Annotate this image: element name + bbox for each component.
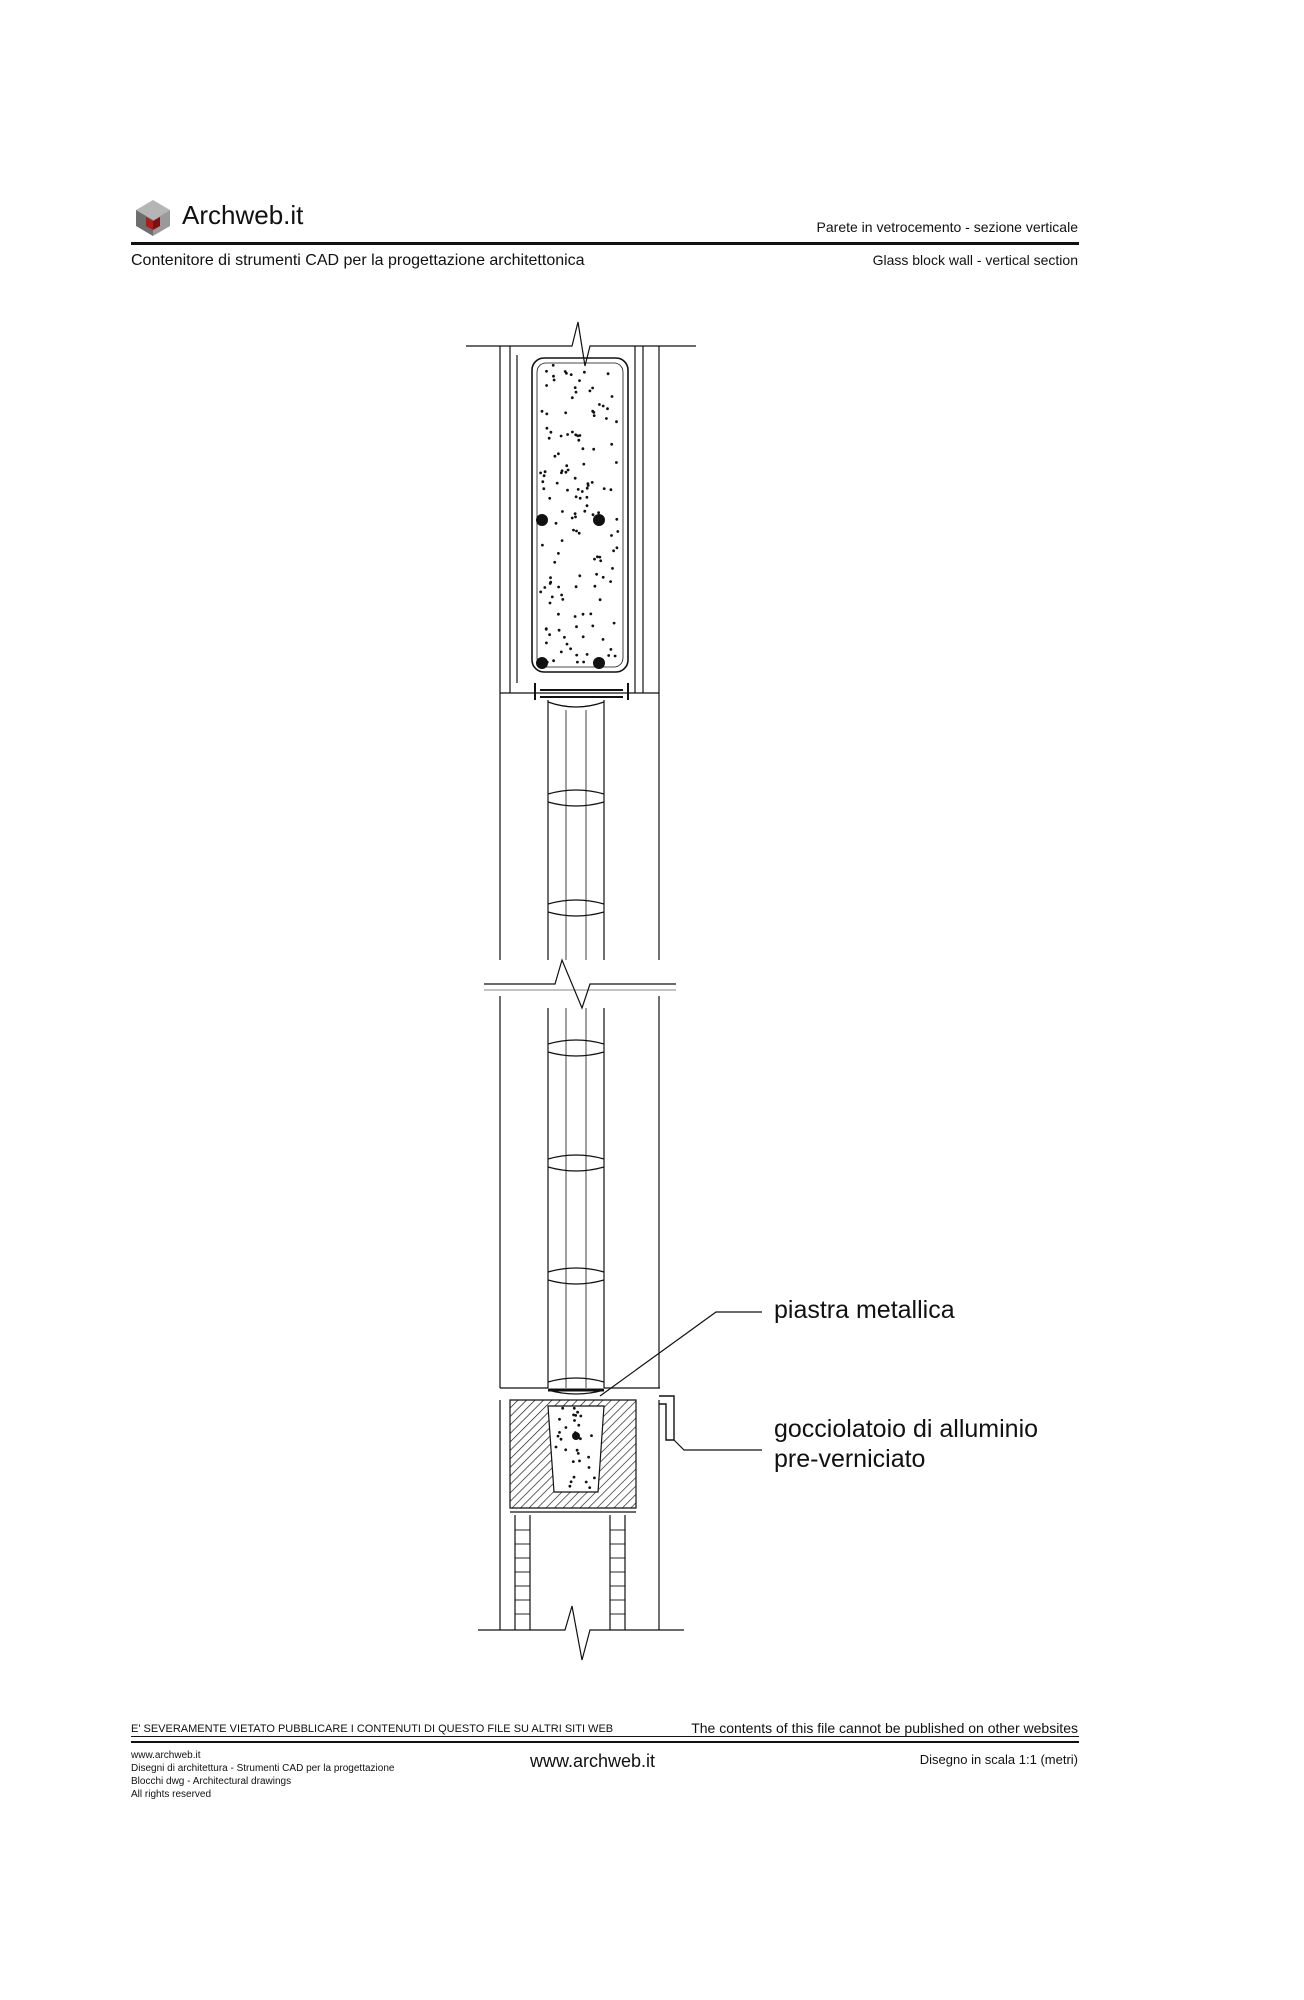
aggregate-dot (558, 1431, 561, 1434)
aggregate-dot (610, 443, 613, 446)
concrete-lintel (532, 358, 628, 672)
aggregate-dot (579, 497, 582, 500)
aggregate-dot (552, 659, 555, 662)
glass-block-joint (548, 1155, 604, 1171)
aggregate-dot (555, 522, 558, 525)
aggregate-dot (588, 1486, 591, 1489)
aggregate-dot (541, 544, 544, 547)
footer-rule-thin (131, 1736, 1079, 1737)
aggregate-dot (599, 598, 602, 601)
aggregate-dot (593, 1477, 596, 1480)
aggregate-dot (602, 405, 605, 408)
aggregate-dot (548, 633, 551, 636)
aggregate-dot (615, 461, 618, 464)
aggregate-dot (592, 448, 595, 451)
aggregate-dot (571, 431, 574, 434)
logo-icon (136, 200, 170, 236)
aggregate-dot (541, 480, 544, 483)
aggregate-dot (576, 1411, 579, 1414)
top-fixing-bracket (535, 683, 628, 700)
aggregate-dot (576, 1449, 579, 1452)
aggregate-dot (588, 1466, 591, 1469)
aggregate-dot (549, 576, 552, 579)
footer-url[interactable]: www.archweb.it (530, 1751, 656, 1771)
footer-warning-en: The contents of this file cannot be published on other websites (691, 1720, 1078, 1736)
aggregate-dot (544, 470, 547, 473)
aggregate-dot (586, 504, 589, 507)
aggregate-dot (582, 463, 585, 466)
aggregate-dot (615, 420, 618, 423)
aggregate-dot (611, 395, 614, 398)
aggregate-dot (561, 539, 564, 542)
aggregate-dot (574, 615, 577, 618)
footer-line-3: Blocchi dwg - Architectural drawings (131, 1776, 292, 1787)
aggregate-dot (545, 628, 548, 631)
aggregate-dot (614, 655, 617, 658)
aggregate-dot (582, 447, 585, 450)
footer-line-2: Disegni di architettura - Strumenti CAD per la progettazione (131, 1763, 395, 1774)
aggregate-dot (594, 585, 597, 588)
aggregate-dot (583, 371, 586, 374)
aggregate-dot (591, 387, 594, 390)
aggregate-dot (574, 516, 577, 519)
aggregate-dot (615, 518, 618, 521)
aggregate-dot (570, 373, 573, 376)
aggregate-dot (603, 487, 606, 490)
leader-drip (674, 1440, 762, 1450)
aggregate-dot (591, 410, 594, 413)
aggregate-dot (587, 1456, 590, 1459)
aggregate-dot (554, 455, 557, 458)
aggregate-dot (576, 434, 579, 437)
aggregate-dot (595, 573, 598, 576)
aggregate-dot (548, 497, 551, 500)
aggregate-dot (545, 370, 548, 373)
aggregate-dot (565, 464, 568, 467)
aggregate-dot (545, 642, 548, 645)
aggregate-dot (586, 496, 589, 499)
aggregate-dot (560, 435, 563, 438)
concrete-aggregate (539, 364, 619, 1489)
aggregate-dot (566, 433, 569, 436)
aggregate-dot (575, 654, 578, 657)
brick-courses (515, 1530, 625, 1614)
aggregate-dot (558, 629, 561, 632)
aggregate-dot (616, 546, 619, 549)
brand-name: Archweb.it (182, 200, 304, 230)
aggregate-dot (552, 375, 555, 378)
aggregate-dot (551, 596, 554, 599)
aggregate-dot (599, 559, 602, 562)
aggregate-dot (570, 1480, 573, 1483)
aggregate-dot (561, 598, 564, 601)
aggregate-dot (574, 477, 577, 480)
aggregate-dot (561, 510, 564, 513)
footer-line-1: www.archweb.it (131, 1750, 201, 1761)
aggregate-dot (573, 1476, 576, 1479)
aggregate-dot (574, 1414, 577, 1417)
aggregate-dot (591, 625, 594, 628)
aggregate-dot (577, 439, 580, 442)
aggregate-dot (582, 661, 585, 664)
aggregate-dot (560, 651, 563, 654)
aggregate-dot (577, 488, 580, 491)
aggregate-dot (616, 530, 619, 533)
aggregate-dot (578, 1460, 581, 1463)
aggregate-dot (593, 558, 596, 561)
aggregate-dot (585, 1481, 588, 1484)
aggregate-dot (581, 490, 584, 493)
glass-block-joint (548, 790, 604, 806)
aggregate-dot (610, 648, 613, 651)
aggregate-dot (606, 407, 609, 410)
sill-hatch (510, 1400, 636, 1508)
aggregate-dot (610, 488, 613, 491)
glass-block-joint (548, 900, 604, 916)
aggregate-dot (539, 591, 542, 594)
glass-block-joint (548, 702, 604, 707)
rebar (536, 514, 605, 669)
aggregate-dot (589, 390, 592, 393)
aggregate-dot (556, 482, 559, 485)
aggregate-dot (593, 414, 596, 417)
aggregate-dot (583, 510, 586, 513)
aggregate-dot (574, 512, 577, 515)
aggregate-dot (586, 487, 589, 490)
aggregate-dot (564, 1448, 567, 1451)
aggregate-dot (598, 403, 601, 406)
aggregate-dot (587, 482, 590, 485)
aggregate-dot (577, 1452, 580, 1455)
aggregate-dot (549, 581, 552, 584)
aggregate-dot (545, 413, 548, 416)
aggregate-dot (586, 653, 589, 656)
glass-block-joint (548, 1040, 604, 1056)
aggregate-dot (560, 594, 563, 597)
aggregate-dot (575, 391, 578, 394)
header-rule (131, 242, 1079, 245)
aggregate-dot (605, 417, 608, 420)
aggregate-dot (543, 474, 546, 477)
aggregate-dot (611, 567, 614, 570)
aggregate-dot (566, 643, 569, 646)
aggregate-dot (557, 586, 560, 589)
aggregate-dot (543, 586, 546, 589)
header-subtitle: Contenitore di strumenti CAD per la progettazione architettonica (131, 252, 585, 269)
aggregate-dot (591, 481, 594, 484)
aggregate-dot (557, 552, 560, 555)
aggregate-dot (560, 1438, 563, 1441)
aggregate-dot (613, 622, 616, 625)
aggregate-dot (596, 555, 599, 558)
aggregate-dot (578, 532, 581, 535)
aggregate-dot (561, 469, 564, 472)
aggregate-dot (548, 437, 551, 440)
aggregate-dot (553, 379, 556, 382)
aggregate-dot (563, 636, 566, 639)
aggregate-dot (546, 427, 549, 430)
aggregate-dot (589, 613, 592, 616)
aggregate-dot (558, 1418, 561, 1421)
label-metal-plate: piastra metallica (774, 1296, 955, 1324)
aggregate-dot (557, 1435, 560, 1438)
aggregate-dot (575, 625, 578, 628)
label-drip-line2: pre-verniciato (774, 1445, 926, 1473)
aggregate-dot (578, 574, 581, 577)
glass-block-joint (548, 1268, 604, 1284)
aggregate-dot (575, 495, 578, 498)
aggregate-dot (569, 647, 572, 650)
footer-rule-thick (131, 1741, 1079, 1743)
aggregate-dot (609, 580, 612, 583)
footer-warning-it: E' SEVERAMENTE VIETATO PUBBLICARE I CONTENUTI DI QUESTO FILE SU ALTRI SITI WEB (131, 1723, 614, 1735)
aggregate-dot (590, 1434, 593, 1437)
aggregate-dot (582, 635, 585, 638)
aggregate-dot (610, 534, 613, 537)
aggregate-dot (574, 386, 577, 389)
aggregate-dot (571, 517, 574, 520)
aggregate-dot (571, 396, 574, 399)
aggregate-dot (597, 511, 600, 514)
aggregate-dot (549, 602, 552, 605)
aggregate-dot (579, 1415, 582, 1418)
aggregate-dot (565, 471, 568, 474)
aggregate-dot (602, 638, 605, 641)
aggregate-dot (557, 452, 560, 455)
aluminium-drip (659, 1396, 674, 1440)
bottom-break-line (478, 1606, 684, 1660)
aggregate-dot (582, 613, 585, 616)
glass-block-joint (548, 1378, 604, 1394)
aggregate-dot (575, 585, 578, 588)
aggregate-dot (572, 529, 575, 532)
aggregate-dot (541, 410, 544, 413)
aggregate-dot (607, 372, 610, 375)
aggregate-dot (555, 1446, 558, 1449)
footer-line-4: All rights reserved (131, 1789, 212, 1800)
aggregate-dot (561, 1407, 564, 1410)
aggregate-dot (557, 613, 560, 616)
aggregate-dot (573, 1419, 576, 1422)
section-drawing (466, 322, 762, 1660)
drawing-scale: Disegno in scala 1:1 (metri) (919, 1752, 1078, 1767)
aggregate-dot (574, 1431, 577, 1434)
aggregate-dot (553, 561, 556, 564)
mid-break-line (484, 960, 676, 1008)
aggregate-dot (602, 576, 605, 579)
glass-block-joints (548, 702, 604, 1394)
aggregate-dot (579, 1437, 582, 1440)
aggregate-dot (545, 384, 548, 387)
aggregate-dot (572, 1460, 575, 1463)
aggregate-dot (539, 472, 542, 475)
label-drip-line1: gocciolatoio di alluminio (774, 1415, 1039, 1443)
drawing-title-en: Glass block wall - vertical section (872, 252, 1078, 268)
aggregate-dot (565, 1426, 568, 1429)
aggregate-dot (542, 487, 545, 490)
drawing-title-it: Parete in vetrocemento - sezione verticale (816, 219, 1078, 235)
aggregate-dot (592, 513, 595, 516)
aggregate-dot (567, 469, 570, 472)
aggregate-dot (550, 431, 553, 434)
aggregate-dot (607, 654, 610, 657)
aggregate-dot (546, 661, 549, 664)
leader-plate (600, 1312, 762, 1396)
aggregate-dot (577, 1424, 580, 1427)
aggregate-dot (598, 556, 601, 559)
aggregate-dot (578, 379, 581, 382)
aggregate-dot (564, 411, 567, 414)
aggregate-dot (575, 530, 578, 533)
aggregate-dot (612, 549, 615, 552)
aggregate-dot (566, 489, 569, 492)
aggregate-dot (576, 661, 579, 664)
aggregate-dot (552, 364, 555, 367)
aggregate-dot (565, 372, 568, 375)
aggregate-dot (573, 1407, 576, 1410)
aggregate-dot (569, 1485, 572, 1488)
